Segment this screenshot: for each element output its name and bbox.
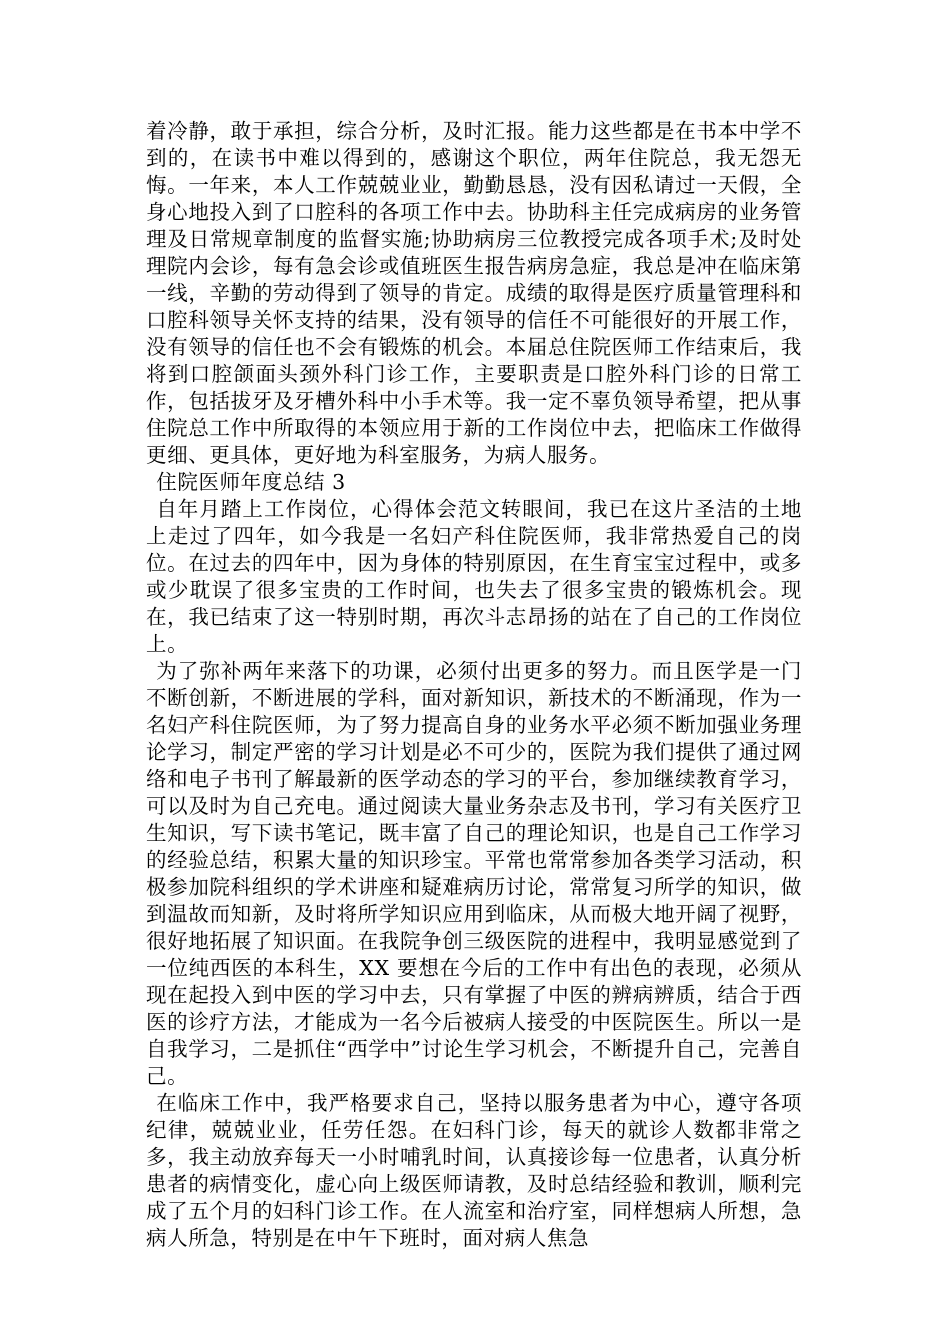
- paragraph-1: 着冷静，敢于承担，综合分析，及时汇报。能力这些都是在书本中学不到的，在读书中难以得到的，感谢这个职位，两年住院总，我无怨无悔。一年来，本人工作兢兢业业，勤勤恳恳，没有因私请过一天假，全身心地投入到了口腔科的各项工作中去。协助科主任完成病房的业务管理及日常规章制度的监督实施;协助病房三位教授完成各项手术;及时处理院内会诊，每有急会诊或值班医生报告病房急症，我总是冲在临床第一线，辛勤的劳动得到了领导的肯定。成绩的取得是医疗质量管理科和口腔科领导关怀支持的结果，没有领导的信任不可能很好的开展工作，没有领导的信任也不会有锻炼的机会。本届总住院医师工作结束后，我将到口腔颌面头颈外科门诊工作，主要职责是口腔外科门诊的日常工作，包括拔牙及牙槽外科中小手术等。我一定不辜负领导希望，把从事住院总工作中所取得的本领应用于新的工作岗位中去，把临床工作做得更细、更具体，更好地为科室服务，为病人服务。: [146, 119, 802, 467]
- section-heading: 住院医师年度总结 3: [156, 470, 346, 494]
- paragraph-4: 在临床工作中，我严格要求自己，坚持以服务患者为中心，遵守各项纪律，兢兢业业，任劳任怨。在妇科门诊，每天的就诊人数都非常之多，我主动放弃每天一小时哺乳时间，认真接诊每一位患者，认真分析患者的病情变化，虚心向上级医师请教，及时总结经验和教训，顺利完成了五个月的妇科门诊工作。在人流室和治疗室，同样想病人所想，急病人所急，特别是在中午下班时，面对病人焦急: [146, 1091, 802, 1250]
- paragraph-2: 自年月踏上工作岗位，心得体会范文转眼间，我已在这片圣洁的土地上走过了四年，如今我是一名妇产科住院医师，我非常热爱自己的岗位。在过去的四年中，因为身体的特别原因，在生育宝宝过程中，或多或少耽误了很多宝贵的工作时间，也失去了很多宝贵的锻炼机会。现在，我已结束了这一特别时期，再次斗志昂扬的站在了自己的工作岗位上。: [146, 497, 802, 656]
- document-page: [146, 118, 802, 1252]
- paragraph-3: 为了弥补两年来落下的功课，必须付出更多的努力。而且医学是一门不断创新，不断进展的学科，面对新知识，新技术的不断涌现，作为一名妇产科住院医师，为了努力提高自身的业务水平必须不断加强业务理论学习，制定严密的学习计划是必不可少的，医院为我们提供了通过网络和电子书刊了解最新的医学动态的学习的平台，参加继续教育学习，可以及时为自己充电。通过阅读大量业务杂志及书刊，学习有关医疗卫生知识，写下读书笔记，既丰富了自己的理论知识，也是自己工作学习的经验总结，积累大量的知识珍宝。平常也常常参加各类学习活动，积极参加院科组织的学术讲座和疑难病历讨论，常常复习所学的知识，做到温故而知新，及时将所学知识应用到临床，从而极大地开阔了视野，很好地拓展了知识面。在我院争创三级医院的进程中，我明显感觉到了一位纯西医的本科生，XX 要想在今后的工作中有出色的表现，必须从现在起投入到中医的学习中去，只有掌握了中医的辨病辨质，结合于西医的诊疗方法，才能成为一名今后被病人接受的中医院医生。所以一是自我学习，二是抓住“西学中”讨论生学习机会，不断提升自己，完善自己。: [146, 659, 802, 1088]
